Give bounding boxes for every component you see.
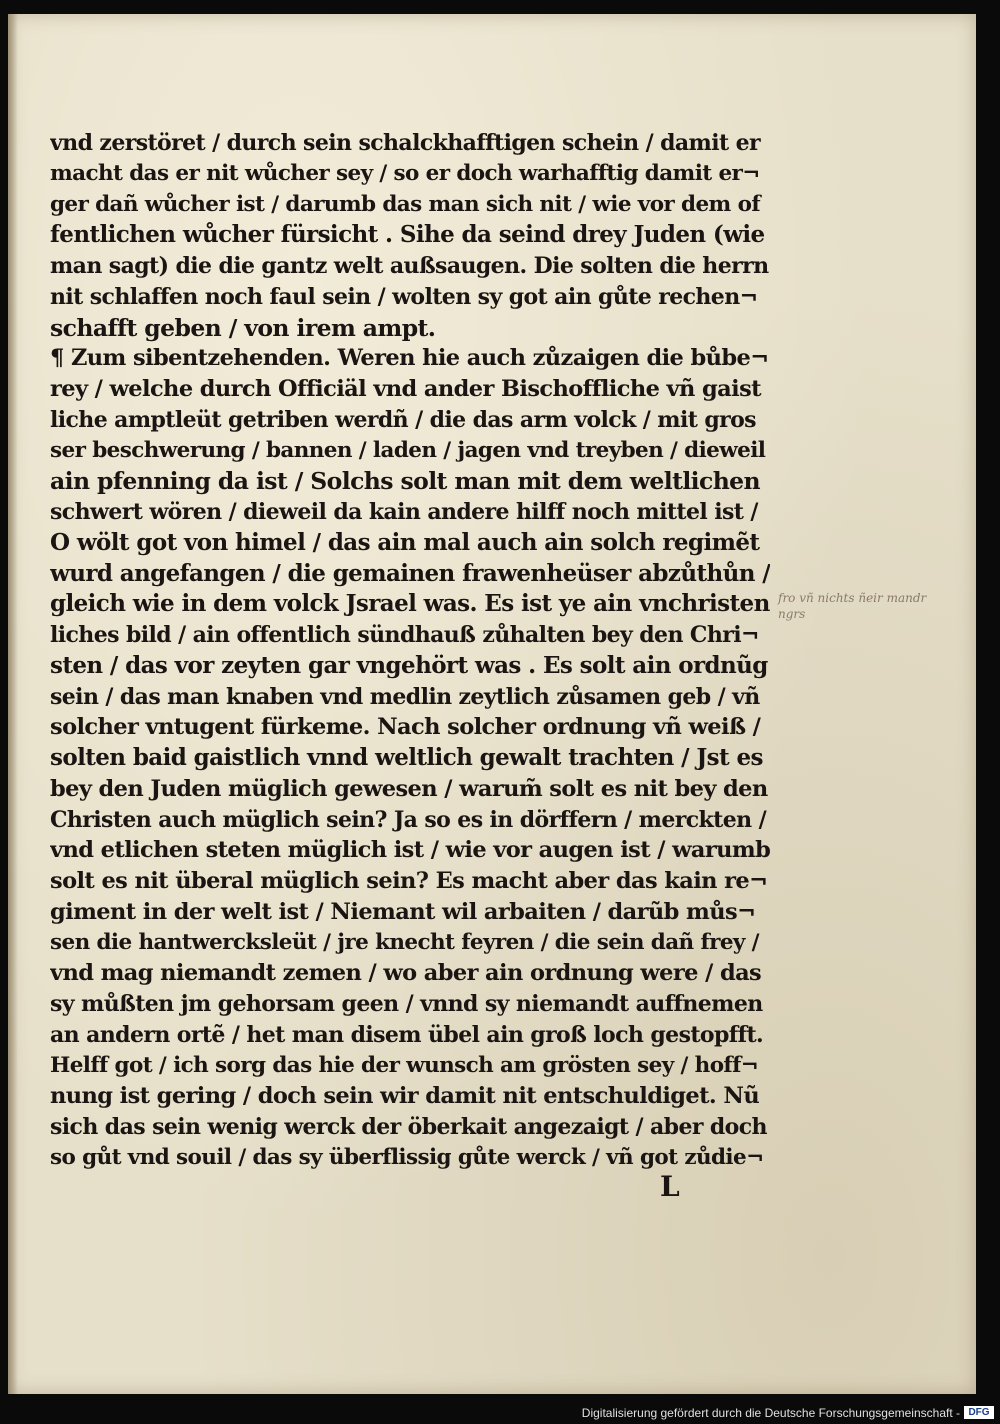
text-line: fentlichen wůcher fürsicht . Sihe da seind drey Juden (wie: [50, 221, 765, 249]
text-line: liche amptleüt getriben werdñ / die das arm volck / mit gros: [50, 406, 756, 433]
text-line: Helff got / ich sorg das hie der wunsch am grösten sey / hoff¬: [50, 1052, 759, 1078]
text-line: vnd etlichen steten müglich ist / wie vor augen ist / warumb: [50, 837, 770, 864]
text-line: ¶ Zum sibentzehenden. Weren hie auch zůzaigen die bůbe¬: [50, 345, 769, 372]
text-line: solcher vntugent fürkeme. Nach solcher ordnung vñ weiß /: [50, 714, 761, 741]
funding-notice: Digitalisierung gefördert durch die Deutsche Forschungsgemeinschaft -: [581, 1406, 960, 1420]
text-line: O wölt got von himel / das ain mal auch ain solch regimẽt: [50, 528, 760, 556]
text-line: giment in der welt ist / Niemant wil arbaiten / darũb můs¬: [50, 898, 756, 925]
text-line: Christen auch müglich sein? Ja so es in dörffern / merckten /: [50, 806, 767, 833]
text-line: liches bild / ain offentlich sündhauß zůhalten bey den Chri¬: [50, 622, 759, 648]
text-line: solten baid gaistlich vnnd weltlich gewalt trachten / Jst es: [50, 744, 763, 771]
text-line: vnd zerstöret / durch sein schalckhafftigen schein / damit er: [50, 130, 760, 156]
text-line: man sagt) die die gantz welt außsaugen. Die solten die herrn: [50, 253, 769, 279]
footer-bar: [0, 1400, 1000, 1424]
handwritten-margin-note: fro vñ nichts ñeir mandr ngrs: [778, 591, 927, 621]
text-line: so gůt vnd souil / das sy überflissig gůte werck / vñ got zůdie¬: [50, 1144, 764, 1170]
text-line: sein / das man knaben vnd medlin zeytlich zůsamen geb / vñ: [50, 683, 760, 710]
text-line: nung ist gering / doch sein wir damit nit entschuldiget. Nũ: [50, 1083, 760, 1110]
page-gutter-shadow: [8, 14, 18, 1394]
text-line: sen die hantwercksleüt / jre knecht feyren / die sein dañ frey /: [50, 929, 759, 955]
text-line: schwert wören / dieweil da kain andere hilff noch mittel ist /: [50, 499, 758, 525]
text-line: solt es nit überal müglich sein? Es macht aber das kain re¬: [50, 868, 768, 894]
text-line: sy můßten jm gehorsam geen / vnnd sy niemandt auffnemen: [50, 991, 763, 1017]
text-line: nit schlaffen noch faul sein / wolten sy got ain gůte rechen¬: [50, 283, 758, 310]
text-line: schafft geben / von irem ampt.: [50, 313, 436, 342]
dfg-logo: DFG: [964, 1406, 994, 1419]
page-text-block: [50, 128, 770, 1174]
text-line: an andern ortẽ / het man disem übel ain groß loch gestopfft.: [50, 1021, 764, 1048]
text-line: ger dañ wůcher ist / darumb das man sich nit / wie vor dem of: [50, 191, 760, 217]
text-line: vnd mag niemandt zemen / wo aber ain ordnung were / das: [50, 960, 762, 987]
text-line: gleich wie in dem volck Jsrael was. Es ist ye ain vnchristen: [50, 590, 770, 618]
text-line: macht das er nit wůcher sey / so er doch warhafftig damit er¬: [50, 160, 760, 186]
text-line: rey / welche durch Officiäl vnd ander Bischoffliche vñ gaist: [50, 376, 761, 402]
text-line: wurd angefangen / die gemainen frawenheüser abzůthůn /: [50, 559, 770, 587]
text-line: sten / das vor zeyten gar vngehört was . Es solt ain ordnũg: [50, 651, 768, 679]
text-line: ain pfenning da ist / Solchs solt man mit dem weltlichen: [50, 467, 761, 496]
text-line: ser beschwerung / bannen / laden / jagen vnd treyben / dieweil: [50, 437, 766, 463]
text-line: sich das sein wenig werck der öberkait angezaigt / aber doch: [50, 1114, 767, 1140]
catchword: L: [660, 1170, 680, 1203]
text-line: bey den Juden müglich gewesen / warum̃ solt es nit bey den: [50, 775, 768, 802]
